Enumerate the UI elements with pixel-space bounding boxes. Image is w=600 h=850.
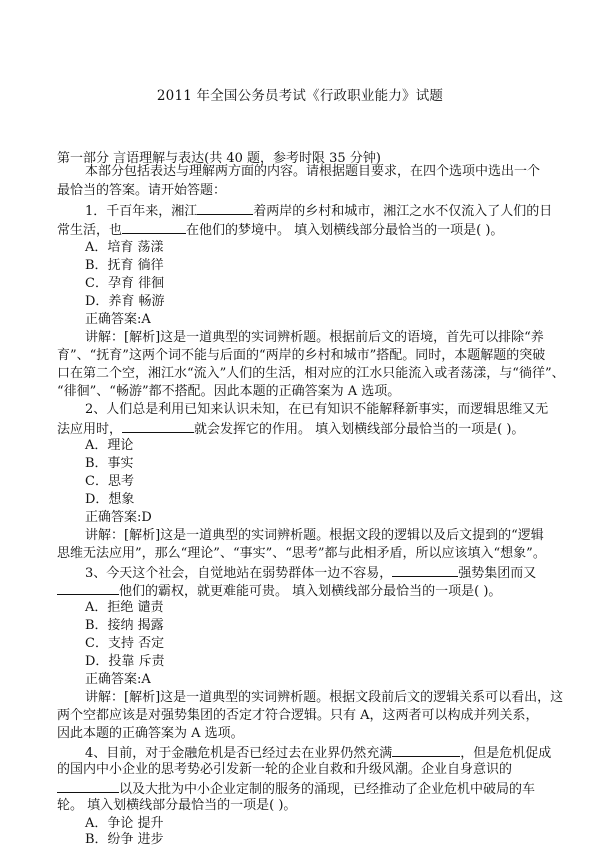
answer-blank	[122, 219, 186, 234]
explanation-line: 讲解：[解析]这是一道典型的实词辨析题。根据文段的逻辑以及后文提到的“逻辑	[85, 528, 544, 543]
explanation-line: 讲解：[解析]这是一道典型的实词辨析题。根据文段前后文的逻辑关系可以看出，这	[85, 690, 564, 705]
option-item: C．支持 否定	[85, 636, 165, 651]
question-stem-line: 1．千百年来，湘江 着两岸的乡村和城市，湘江之水不仅流入了人们的日	[85, 200, 552, 222]
answer-blank	[392, 742, 460, 757]
correct-answer: 正确答案:A	[85, 672, 151, 687]
option-item: D．投靠 斥责	[85, 654, 165, 669]
correct-answer: 正确答案:D	[85, 510, 152, 525]
intro-line: 本部分包括表达与理解两方面的内容。请根据题目要求，在四个选项中选出一个	[85, 164, 541, 179]
intro-line: 最恰当的答案。请开始答题：	[57, 183, 227, 198]
answer-blank	[392, 562, 458, 577]
option-item: B．抚育 徜徉	[85, 258, 164, 273]
option-item: D．想象	[85, 492, 135, 507]
option-item: B．接纳 揭露	[85, 618, 164, 633]
question-stem-line: 他们的霸权，就更难能可贵。 填入划横线部分最恰当的一项是( )。	[57, 580, 501, 602]
document-title: 2011 年全国公务员考试《行政职业能力》试题	[156, 88, 444, 104]
section-heading: 第一部分 言语理解与表达(共 40 题，参考时限 35 分钟)	[57, 151, 381, 166]
question-stem-line: 4、目前，对于金融危机是否已经过去在业界仍然充满 ，但是危机促成	[85, 742, 551, 764]
option-item: C．思考	[85, 474, 134, 489]
question-stem-line: 常生活，也 在他们的梦境中。 填入划横线部分最恰当的一项是( )。	[57, 219, 503, 241]
question-stem-line: 2、人们总是利用已知来认识未知，在已有知识不能解释新事实，而逻辑思维又无	[85, 402, 549, 417]
option-item: A．拒绝 谴责	[85, 600, 164, 615]
answer-blank	[57, 778, 119, 793]
option-item: B．纷争 进步	[85, 832, 164, 847]
question-stem-line: 的国内中小企业的思考势必引发新一轮的企业自救和升级风潮。企业自身意识的	[57, 762, 513, 777]
option-item: A．理论	[85, 438, 134, 453]
question-stem-line: 以及大批为中小企业定制的服务的涌现，已经推动了企业危机中破局的车	[57, 778, 535, 800]
answer-blank	[57, 580, 119, 595]
question-stem-line: 3、今天这个社会，自觉地站在弱势群体一边不容易， 强势集团而又	[85, 562, 536, 584]
question-stem-line: 轮。 填入划横线部分最恰当的一项是( )。	[57, 798, 297, 813]
option-item: A．争论 提升	[85, 816, 164, 831]
explanation-line: “徘徊”、“畅游”都不搭配。因此本题的正确答案为 A 选项。	[57, 384, 401, 399]
option-item: D．养育 畅游	[85, 294, 165, 309]
option-item: A．培育 荡漾	[85, 240, 164, 255]
correct-answer: 正确答案:A	[85, 312, 151, 327]
explanation-line: 口在第二个空，湘江水“流入”人们的生活，相对应的江水只能流入或者荡漾，与“徜徉”、	[57, 366, 565, 381]
explanation-line: 讲解：[解析]这是一道典型的实词辨析题。根据前后文的语境，首先可以排除“养	[85, 330, 544, 345]
explanation-line: 思维无法应用”，那么“理论”、“事实”、“思考”都与此相矛盾，所以应该填入“想象”。	[57, 546, 546, 561]
answer-blank	[122, 418, 194, 433]
answer-blank	[197, 200, 253, 215]
option-item: C．孕育 徘徊	[85, 276, 165, 291]
explanation-line: 因此本题的正确答案为 A 选项。	[57, 726, 244, 741]
explanation-line: 育”、“抚育”这两个词不能与后面的“两岸的乡村和城市”搭配。同时，本题解题的突破	[57, 348, 546, 363]
option-item: B．事实	[85, 456, 134, 471]
explanation-line: 两个空都应该是对强势集团的否定才符合逻辑。只有 A，这两者可以构成并列关系，	[57, 708, 539, 723]
question-stem-line: 法应用时， 就会发挥它的作用。 填入划横线部分最恰当的一项是( )。	[57, 418, 524, 440]
